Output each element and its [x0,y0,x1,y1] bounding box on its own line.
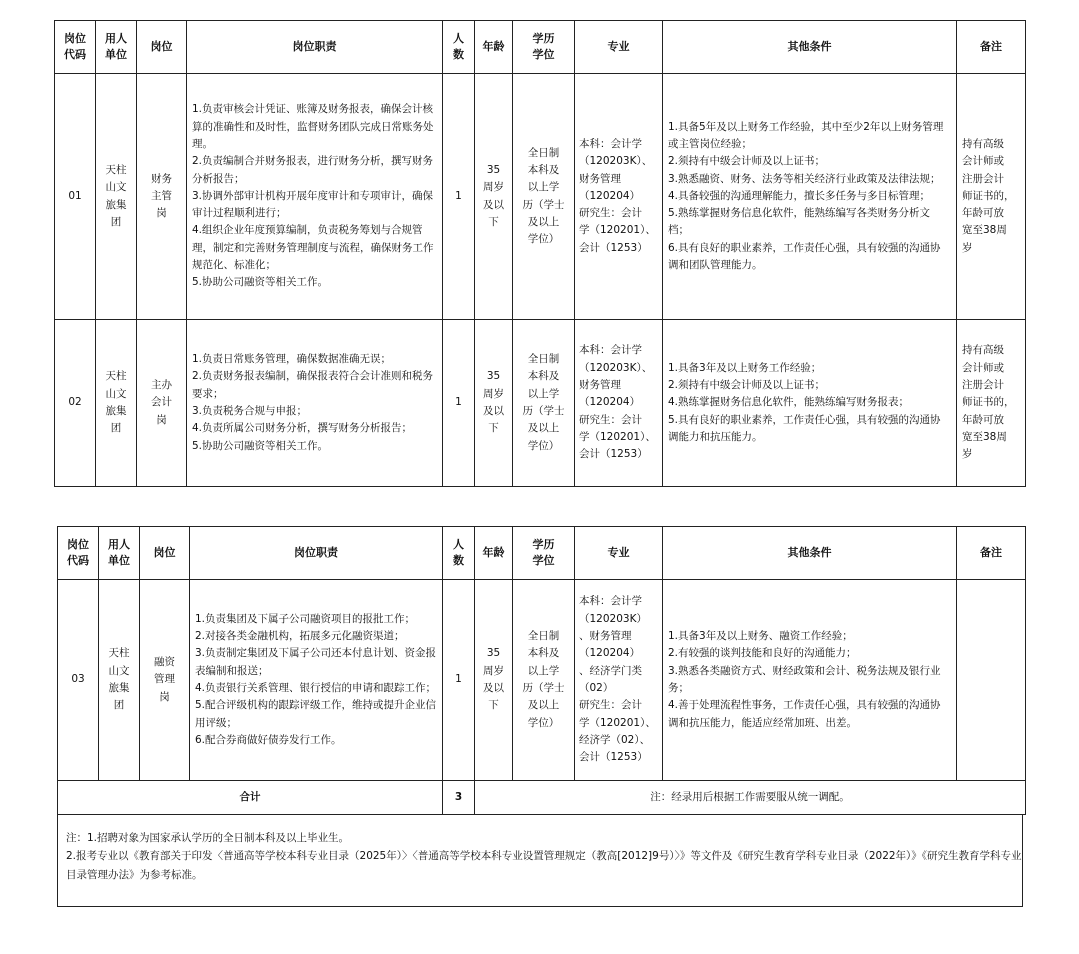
cell-major: 本科：会计学 （120203K）、 财务管理 （120204） 研究生：会计 学（120201）、 会计（1253） [575,74,663,320]
header-duties: 岗位职责 [187,21,443,74]
cell-code: 03 [58,580,99,781]
cell-other: 1.具备3年及以上财务工作经验； 2.须持有中级会计师及以上证书； 4.熟练掌握财务信息化软件，能熟练编写财务报表； 5.具有良好的职业素养，工作责任心强，具有较强的沟通协调能力和抗压能力。 [663,320,957,487]
cell-remark: 持有高级 会计师或 注册会计 师证书的， 年龄可放 宽至38周 岁 [957,320,1026,487]
header-code: 岗位 代码 [58,527,99,580]
cell-education: 全日制 本科及 以上学 历（学士 及以上 学位） [513,320,575,487]
header-position: 岗位 [137,21,187,74]
header-duties: 岗位职责 [190,527,443,580]
header-position: 岗位 [140,527,190,580]
cell-code: 01 [55,74,96,320]
cell-major: 本科：会计学 （120203K） 、财务管理 （120204） 、经济学门类 （02） 研究生：会计 学（120201）、 经济学（02）、 会计（1253） [575,580,663,781]
cell-age: 35 周岁 及以 下 [475,74,513,320]
cell-age: 35 周岁 及以 下 [475,320,513,487]
cell-count: 1 [443,320,475,487]
header-remark: 备注 [957,527,1026,580]
header-row [55,21,1026,74]
header-major: 专业 [575,21,663,74]
header-employer: 用人 单位 [99,527,140,580]
job-table-1 [54,20,1026,487]
cell-remark: 持有高级 会计师或 注册会计 师证书的， 年龄可放 宽至38周 岁 [957,74,1026,320]
table-row [55,74,1026,320]
cell-duties: 1.负责日常账务管理，确保数据准确无误； 2.负责财务报表编制，确保报表符合会计准则和税务要求； 3.负责税务合规与申报； 4.负责所属公司财务分析，撰写财务分析报告； 5.协助公司融资等相关工作。 [187,320,443,487]
header-count: 人 数 [443,527,475,580]
header-age: 年龄 [475,527,513,580]
total-label: 合计 [58,781,443,815]
cell-employer: 天柱 山文 旅集 团 [96,74,137,320]
cell-count: 1 [443,74,475,320]
header-other: 其他条件 [663,527,957,580]
cell-education: 全日制 本科及 以上学 历（学士 及以上 学位） [513,580,575,781]
footnotes [57,815,1023,907]
header-other: 其他条件 [663,21,957,74]
header-education: 学历 学位 [513,21,575,74]
cell-major: 本科：会计学 （120203K）、 财务管理 （120204） 研究生：会计 学（120201）、 会计（1253） [575,320,663,487]
cell-position: 融资 管理 岗 [140,580,190,781]
cell-duties: 1.负责审核会计凭证、账簿及财务报表，确保会计核算的准确性和及时性，监督财务团队完成日常账务处理。 2.负责编制合并财务报表，进行财务分析，撰写财务分析报告； 3.协调外部审计机构开展年度审计和专项审计，确保审计过程顺利进行； 4.组织企业年度预算编制，负责税务筹划与合规管理，制定和完善财务管理制度与流程，确保财务工作规范化、标准化； 5.协助公司融资等相关工作。 [187,74,443,320]
cell-duties: 1.负责集团及下属子公司融资项目的报批工作； 2.对接各类金融机构，拓展多元化融资渠道； 3.负责制定集团及下属子公司还本付息计划、资金报表编制和报送； 4.负责银行关系管理、银行授信的申请和跟踪工作； 5.配合评级机构的跟踪评级工作，维持或提升企业信用评级； 6.配合券商做好债券发行工作。 [190,580,443,781]
table-row [55,320,1026,487]
header-code: 岗位 代码 [55,21,96,74]
cell-code: 02 [55,320,96,487]
total-note: 注：经录用后根据工作需要服从统一调配。 [475,781,1026,815]
cell-education: 全日制 本科及 以上学 历（学士 及以上 学位） [513,74,575,320]
cell-position: 财务 主管 岗 [137,74,187,320]
cell-employer: 天柱 山文 旅集 团 [99,580,140,781]
header-employer: 用人 单位 [96,21,137,74]
cell-other: 1.具备3年及以上财务、融资工作经验； 2.有较强的谈判技能和良好的沟通能力； 3.熟悉各类融资方式、财经政策和会计、税务法规及银行业务； 4.善于处理流程性事务，工作责任心强，具有较强的沟通协调和抗压能力，能适应经常加班、出差。 [663,580,957,781]
table-row [58,580,1026,781]
header-remark: 备注 [957,21,1026,74]
job-table-2 [57,526,1026,815]
header-row [58,527,1026,580]
cell-remark [957,580,1026,781]
total-count: 3 [443,781,475,815]
total-row [58,781,1026,815]
header-age: 年龄 [475,21,513,74]
cell-age: 35 周岁 及以 下 [475,580,513,781]
cell-count: 1 [443,580,475,781]
cell-employer: 天柱 山文 旅集 团 [96,320,137,487]
header-education: 学历 学位 [513,527,575,580]
cell-other: 1.具备5年及以上财务工作经验，其中至少2年以上财务管理或主管岗位经验； 2.须持有中级会计师及以上证书； 3.熟悉融资、财务、法务等相关经济行业政策及法律法规； 4.具备较强的沟通理解能力，擅长多任务与多目标管理； 5.熟练掌握财务信息化软件，能熟练编写各类财务分析文档； 6.具有良好的职业素养，工作责任心强，具有较强的沟通协调和团队管理能力。 [663,74,957,320]
header-count: 人 数 [443,21,475,74]
footnote-1: 注：1.招聘对象为国家承认学历的全日制本科及以上毕业生。 [66,832,350,844]
header-major: 专业 [575,527,663,580]
footnote-2: 2.报考专业以《教育部关于印发〈普通高等学校本科专业目录（2025年）〉〈普通高等学校本科专业设置管理规定（教高[2012]9号）〉》等文件及《研究生教育学科专业目录（2022年）》《研究生教育学科专业目录管理办法》为参考标准。 [66,850,1022,881]
cell-position: 主办 会计 岗 [137,320,187,487]
